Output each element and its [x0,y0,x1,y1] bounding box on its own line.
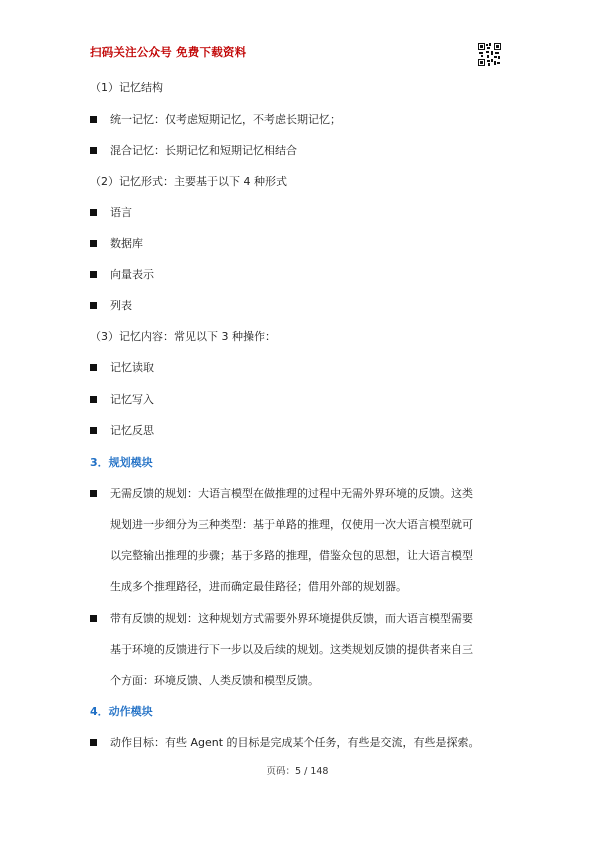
bullet-square-icon [90,271,97,278]
bullet-square-icon [90,396,97,403]
header-promo: 扫码关注公众号 免费下载资料 [90,45,247,59]
memory-form-title: （2）记忆形式：主要基于以下 4 种形式 [90,175,287,188]
qr-code-icon[interactable] [478,43,501,66]
bullet-square-icon [90,116,97,123]
bullet-square-icon [90,615,97,622]
bullet-square-icon [90,209,97,216]
bullet-square-icon [90,490,97,497]
bullet-square-icon [90,739,97,746]
page-number: 页码：5 / 148 [266,766,329,777]
planning-feedback-paragraph: 带有反馈的规划：这种规划方式需要外界环境提供反馈，而大语言模型需要 基于环境的反馈进行下一步以及后续的规划。这类规划反馈的提供者来自三 个方面：环境反馈、人类反馈和模型反馈。 [110,612,473,687]
memory-content-title: （3）记忆内容：常见以下 3 种操作： [90,330,276,343]
section-heading-action: 4．动作模块 [90,705,153,718]
bullet-square-icon [90,240,97,247]
memory-structure-title: （1）记忆结构 [90,81,163,94]
bullet-square-icon [90,147,97,154]
bullet-square-icon [90,364,97,371]
bullet-square-icon [90,427,97,434]
bullet-square-icon [90,302,97,309]
section-heading-planning: 3．规划模块 [90,456,153,469]
planning-no-feedback-paragraph: 无需反馈的规划：大语言模型在做推理的过程中无需外界环境的反馈。这类 规划进一步细分为三种类型：基于单路的推理，仅使用一次大语言模型就可 以完整输出推理的步骤；基于多路的推理，借鉴众包的思想，让大语言模型 生成多个推理路径，进而确定最佳路径；借用外部的规划器。 [110,487,473,593]
